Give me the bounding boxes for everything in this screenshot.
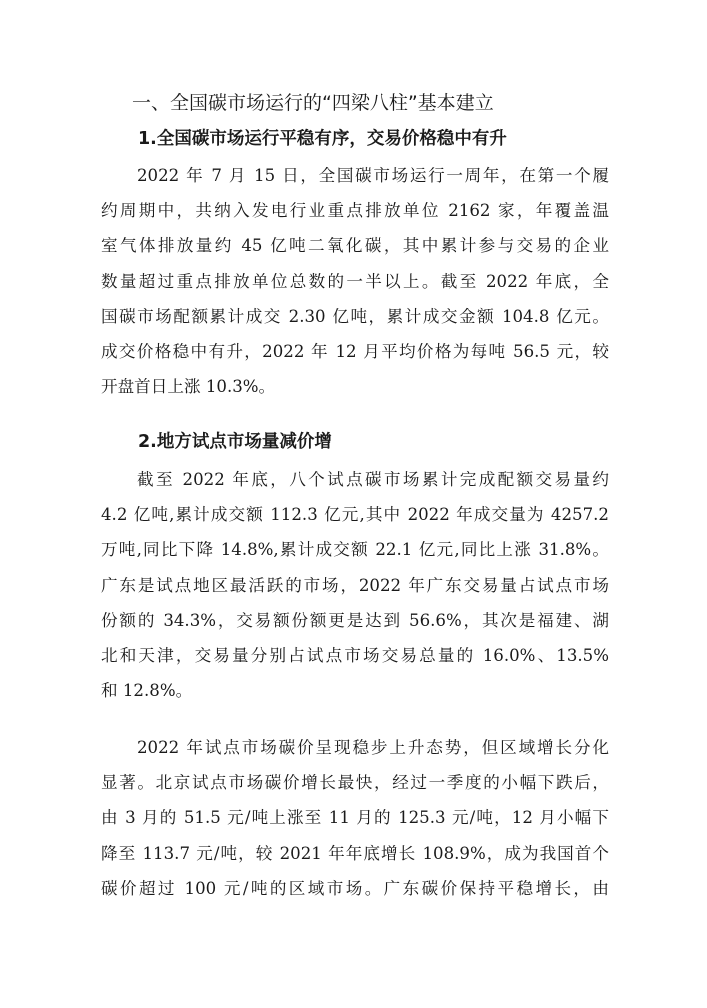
paragraph-1 [101, 158, 609, 404]
paragraph-line: 室气体排放量约 45 亿吨二氧化碳，其中累计参与交易的企业 [101, 236, 609, 256]
paragraph-line: 万吨,同比下降 14.8%,累计成交额 22.1 亿元,同比上涨 31.8%。 [101, 540, 609, 560]
paragraph-line: 约周期中，共纳入发电行业重点排放单位 2162 家，年覆盖温 [101, 201, 609, 221]
paragraph-line: 份额的 34.3%，交易额份额更是达到 56.6%，其次是福建、湖 [101, 610, 609, 630]
paragraph-line: 成交价格稳中有升，2022 年 12 月平均价格为每吨 56.5 元，较 [101, 342, 609, 362]
paragraph-line: 4.2 亿吨,累计成交额 112.3 亿元,其中 2022 年成交量为 4257.2 [101, 505, 609, 525]
paragraph-line: 碳价超过 100 元/吨的区域市场。广东碳价保持平稳增长，由 [101, 878, 609, 898]
paragraph-line: 和 12.8%。 [101, 681, 193, 701]
paragraph-line: 降至 113.7 元/吨，较 2021 年年底增长 108.9%，成为我国首个 [101, 843, 609, 863]
paragraph-3 [101, 730, 609, 906]
paragraph-line: 截至 2022 年底，八个试点碳市场累计完成配额交易量约 [137, 470, 609, 489]
paragraph-line: 由 3 月的 51.5 元/吨上涨至 11 月的 125.3 元/吨，12 月小幅下 [101, 808, 609, 828]
paragraph-line: 开盘首日上涨 10.3%。 [101, 377, 276, 397]
paragraph-line: 国碳市场配额累计成交 2.30 亿吨，累计成交金额 104.8 亿元。 [101, 306, 609, 326]
subsection-heading-2: 2.地方试点市场量减价增 [138, 432, 332, 452]
paragraph-line: 北和天津，交易量分别占试点市场交易总量的 16.0%、13.5% [101, 646, 609, 666]
paragraph-line: 显著。北京试点市场碳价增长最快，经过一季度的小幅下跌后， [101, 773, 609, 793]
paragraph-line: 2022 年 7 月 15 日，全国碳市场运行一周年，在第一个履 [137, 166, 609, 185]
paragraph-line: 2022 年试点市场碳价呈现稳步上升态势，但区域增长分化 [137, 738, 609, 757]
paragraph-line: 数量超过重点排放单位总数的一半以上。截至 2022 年底，全 [101, 271, 609, 291]
paragraph-line: 广东是试点地区最活跃的市场，2022 年广东交易量占试点市场 [101, 575, 609, 595]
subsection-heading-1: 1.全国碳市场运行平稳有序，交易价格稳中有升 [138, 129, 507, 149]
section-heading: 一、全国碳市场运行的“四梁八柱”基本建立 [132, 92, 494, 114]
paragraph-2 [101, 462, 609, 708]
